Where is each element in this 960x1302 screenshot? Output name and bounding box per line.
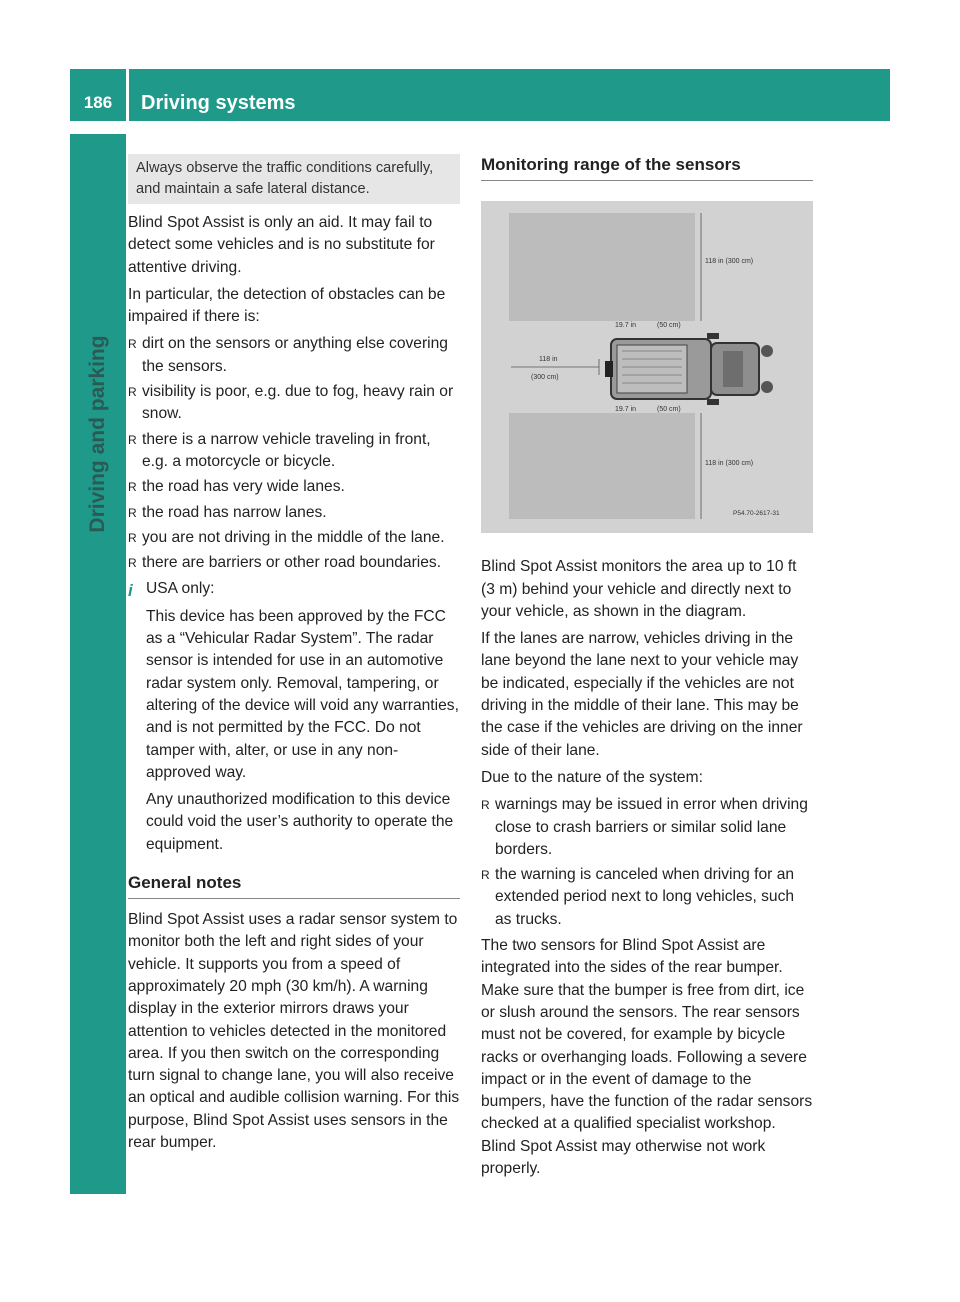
top-zone bbox=[509, 213, 695, 321]
section-heading: General notes bbox=[128, 872, 460, 899]
bullet-list bbox=[128, 333, 460, 574]
right-column bbox=[481, 154, 813, 1185]
top-range-label: 118 in (300 cm) bbox=[705, 258, 754, 265]
bullet-icon: R bbox=[128, 530, 137, 545]
bullet-icon: R bbox=[481, 868, 490, 883]
paragraph: If the lanes are narrow, vehicles driving in the lane beyond the lane next to your vehicle may be indicated, especially if the vehicles are not driving in the middle of their lane. This may be the case if the vehicles are driving on the inner side of their lane. bbox=[481, 630, 803, 759]
bullet-icon: R bbox=[128, 556, 137, 571]
rear-range-label: 118 in bbox=[539, 356, 558, 363]
bottom-lateral-cm-label: (50 cm) bbox=[657, 406, 681, 413]
paragraph: Any unauthorized modification to this device could void the user’s authority to operate the equipment. bbox=[146, 791, 454, 853]
bullet-icon: R bbox=[481, 798, 490, 813]
diagram-ref-code: P54.70-2617-31 bbox=[733, 510, 780, 517]
bullet-icon: R bbox=[128, 505, 137, 520]
left-column bbox=[128, 154, 460, 1159]
rear-range-cm-label: (300 cm) bbox=[531, 374, 559, 381]
list-item: R there are barriers or other road boundaries. bbox=[128, 552, 460, 574]
page-title: Driving systems bbox=[141, 92, 296, 114]
bullet-icon: R bbox=[128, 432, 137, 447]
bullet-list bbox=[481, 794, 813, 931]
paragraph: Due to the nature of the system: bbox=[481, 768, 703, 786]
top-lateral-label: 19.7 in bbox=[615, 322, 637, 329]
info-block bbox=[128, 578, 460, 856]
list-item: R the road has narrow lanes. bbox=[128, 502, 460, 524]
paragraph: This device has been approved by the FCC as a “Vehicular Radar System”. The radar sensor is intended for use in an automotive radar system only. Removal, tampering, or altering of the device will void any warranties, and is not permitted by the FCC. Do not tamper with, alter, or use in any non-approved way. bbox=[146, 607, 459, 781]
paragraph: Blind Spot Assist is only an aid. It may fail to detect some vehicles and is no substitute for attentive driving. bbox=[128, 214, 435, 276]
top-lateral-cm-label: (50 cm) bbox=[657, 322, 681, 329]
section-heading: Monitoring range of the sensors bbox=[481, 154, 813, 181]
paragraph: Blind Spot Assist monitors the area up to 10 ft (3 m) behind your vehicle and directly next to your vehicle, as shown in the diagram. bbox=[481, 558, 797, 620]
info-title: USA only: bbox=[146, 580, 215, 598]
paragraph: In particular, the detection of obstacles can be impaired if there is: bbox=[128, 285, 446, 326]
side-tab bbox=[70, 134, 126, 1194]
paragraph: Blind Spot Assist uses a radar sensor system to monitor both the left and right sides of your vehicle. It supports you from a speed of approximately 20 mph (30 km/h). A warning display in the exterior mirrors draws your attention to vehicles detected in the monitored area. If you then switch on the corresponding turn signal to change lane, you will also receive an optical and audible collision warning. For this purpose, Blind Spot Assist uses sensors in the rear bumper. bbox=[128, 911, 460, 1151]
list-item: R visibility is poor, e.g. due to fog, heavy rain or snow. bbox=[128, 383, 454, 423]
vehicle-icon bbox=[605, 333, 773, 405]
header-divider bbox=[126, 69, 129, 121]
bullet-icon: R bbox=[128, 337, 137, 352]
note-box: Always observe the traffic conditions carefully, and maintain a safe lateral distance. bbox=[128, 154, 460, 204]
list-item: R dirt on the sensors or anything else covering the sensors. bbox=[128, 335, 448, 375]
paragraph: The two sensors for Blind Spot Assist are integrated into the sides of the rear bumper. Make sure that the bumper is free from dirt, ice or slush around the sensors. The rear sensors must not be covered, for example by bicycle racks or overhanging loads. Following a severe impact or in the event of damage to the bumpers, have the function of the radar sensors checked at a qualified specialist workshop. Blind Spot Assist may otherwise not work properly. bbox=[481, 937, 813, 1178]
list-item: R there is a narrow vehicle traveling in front, e.g. a motorcycle or bicycle. bbox=[128, 430, 431, 470]
bullet-icon: R bbox=[128, 480, 137, 495]
bullet-icon: R bbox=[128, 385, 137, 400]
sensor-range-diagram bbox=[481, 201, 813, 533]
list-item: R the road has very wide lanes. bbox=[128, 476, 460, 498]
list-item: R the warning is canceled when driving for an extended period next to long vehicles, such as trucks. bbox=[481, 866, 795, 928]
bottom-range-label: 118 in (300 cm) bbox=[705, 460, 754, 467]
info-icon: i bbox=[128, 581, 133, 601]
page-number: 186 bbox=[83, 93, 113, 112]
bottom-lateral-label: 19.7 in bbox=[615, 406, 637, 413]
side-tab-label: Driving and parking bbox=[86, 335, 109, 533]
bottom-zone bbox=[509, 413, 695, 519]
list-item: R warnings may be issued in error when driving close to crash barriers or similar solid lane borders. bbox=[481, 796, 808, 858]
list-item: R you are not driving in the middle of the lane. bbox=[128, 527, 460, 549]
